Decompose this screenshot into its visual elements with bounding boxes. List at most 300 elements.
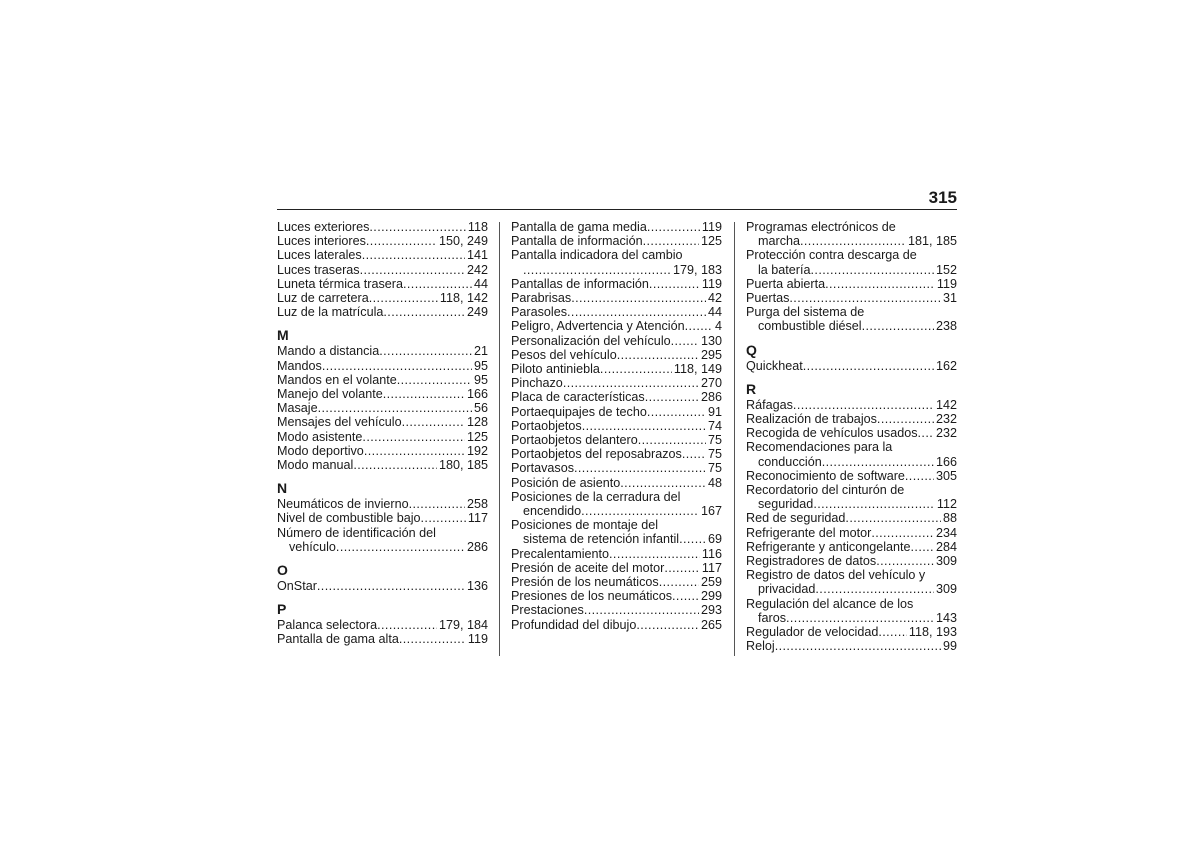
index-entry [746,540,957,554]
entry-label: Mandos en el volante [277,372,397,387]
entry-label: Reloj [746,639,775,654]
page-reference: 232 [935,426,957,441]
page-reference: 136 [466,579,488,594]
dot-leader [862,319,934,333]
dot-leader [366,234,437,248]
dot-leader [649,277,700,291]
page-reference: 238 [935,319,957,334]
entry-label: Pantalla de gama alta [277,632,399,647]
page-reference: 44 [707,305,722,320]
page-number: 315 [928,188,957,207]
index-entry [746,639,957,653]
entry-continuation-line [746,611,957,625]
index-entry [277,248,488,262]
dot-leader [918,426,934,440]
page-reference: 117 [467,511,488,526]
page-reference: 181, 185 [907,234,957,249]
entry-continuation-line [511,504,722,518]
entry-label: Luces traseras [277,262,360,277]
index-entry [277,263,488,277]
page-reference: 192 [466,443,488,458]
index-entry [511,603,722,617]
entry-label: Refrigerante y anticongelante [746,539,911,554]
dot-leader [800,234,906,248]
page-reference: 4 [714,319,722,334]
dot-leader [360,263,465,277]
entry-label-continuation: faros [758,610,786,625]
page-reference: 75 [707,447,722,462]
entry-label: Modo manual [277,458,354,473]
entry-continuation-line [277,540,488,554]
dot-leader [617,348,699,362]
index-entry [277,430,488,444]
entry-label-continuation: marcha [758,234,800,249]
dot-leader [369,291,438,305]
entry-label-continuation: combustible diésel [758,319,862,334]
page-reference: 95 [473,358,488,373]
entry-label: Registro de datos del vehículo y [746,568,926,583]
page-reference: 162 [935,358,957,373]
entry-label: Luz de la matrícula [277,305,384,320]
index-entry [746,359,957,373]
entry-label: Nivel de combustible bajo [277,511,421,526]
dot-leader [803,359,934,373]
entry-label: Portaobjetos del reposabrazos [511,447,682,462]
page-reference: 150, 249 [438,234,488,249]
dot-leader [582,419,706,433]
page-reference: 232 [935,412,957,427]
index-entry [511,405,722,419]
index-entry [511,277,722,291]
page-reference: 166 [935,454,957,469]
index-entry [511,362,722,376]
index-entry [277,618,488,632]
entry-continuation-line [746,497,957,511]
header-rule [277,209,957,210]
page-reference: 128 [466,415,488,430]
entry-label: Pesos del vehículo [511,347,617,362]
section-letter-m: M [277,327,289,344]
entry-label-continuation: conducción [758,454,822,469]
index-column-1 [277,220,488,647]
dot-leader [811,263,934,277]
index-entry [746,220,957,248]
dot-leader [645,390,699,404]
dot-leader [362,248,465,262]
page-reference: 119 [701,276,722,291]
page-reference: 130 [700,333,722,348]
page-reference: 119 [936,276,957,291]
entry-label: Protección contra descarga de [746,248,917,263]
index-entry [511,390,722,404]
page-reference: 21 [473,344,488,359]
index-entry [511,547,722,561]
dot-leader [399,632,466,646]
entry-label-continuation: privacidad [758,582,816,597]
dot-leader [878,625,907,639]
index-column-2 [511,220,722,632]
page-reference: 152 [935,262,957,277]
page-reference: 118, 149 [673,362,722,377]
page-reference: 142 [935,397,957,412]
page-reference: 119 [701,220,722,234]
entry-label: Regulador de velocidad [746,625,879,640]
page-reference: 141 [466,248,488,263]
entry-label: Modo asistente [277,429,363,444]
dot-leader [362,430,465,444]
dot-leader [815,582,934,596]
entry-label: Realización de trabajos [746,412,877,427]
entry-label: Posiciones de montaje del [511,518,659,533]
page-reference: 31 [942,291,957,306]
dot-leader [353,458,437,472]
index-entry [511,589,722,603]
page-reference: 44 [473,276,488,291]
index-entry [746,398,957,412]
page-reference: 299 [700,589,722,604]
index-entry [277,458,488,472]
dot-leader [609,547,700,561]
entry-label: Peligro, Advertencia y Atención [511,319,685,334]
entry-label: Puertas [746,291,790,306]
index-entry [746,554,957,568]
index-entry [746,511,957,525]
index-entry [746,483,957,511]
entry-label-continuation: seguridad [758,497,814,512]
entry-label: Puerta abierta [746,276,826,291]
entry-label: Prestaciones [511,603,584,618]
dot-leader [911,540,934,554]
entry-label: Profundidad del dibujo [511,617,637,632]
dot-leader [672,589,699,603]
index-entry [277,305,488,319]
entry-label: Quickheat [746,358,803,373]
dot-leader [584,603,699,617]
page-reference: 69 [707,532,722,547]
index-entry [511,376,722,390]
entry-label: Portaequipajes de techo [511,404,647,419]
dot-leader [403,277,472,291]
page-reference: 118, 193 [908,625,957,640]
page-reference: 112 [936,497,957,512]
dot-leader [402,415,465,429]
index-entry [511,575,722,589]
index-entry [511,419,722,433]
entry-label: Presiones de los neumáticos [511,589,673,604]
page-reference: 270 [700,376,722,391]
entry-label: Luz de carretera [277,291,369,306]
dot-leader [643,234,699,248]
entry-continuation-line [511,263,722,277]
index-entry [277,511,488,525]
index-entry [277,234,488,248]
dot-leader [620,476,706,490]
index-entry [511,618,722,632]
dot-leader [567,305,706,319]
section-letter-o: O [277,562,288,579]
entry-label: Recordatorio del cinturón de [746,483,905,498]
entry-label: Recomendaciones para la [746,440,893,455]
entry-label: Precalentamiento [511,546,610,561]
dot-leader [845,511,941,525]
entry-label: Reconocimiento de software [746,468,905,483]
dot-leader [905,469,934,483]
index-entry [746,526,957,540]
index-entry [746,625,957,639]
entry-label: Luces laterales [277,248,362,263]
page-reference: 91 [707,404,722,419]
entry-label: Manejo del volante [277,387,383,402]
entry-label: Modo deportivo [277,443,364,458]
index-entry [511,561,722,575]
entry-label: Parabrisas [511,291,572,306]
page-reference: 167 [700,504,722,519]
dot-leader [813,497,935,511]
page-reference: 95 [473,372,488,387]
index-entry [746,426,957,440]
index-entry [511,291,722,305]
page-reference: 286 [700,390,722,405]
index-entry [746,568,957,596]
entry-label: Palanca selectora [277,618,378,633]
page-reference: 74 [707,418,722,433]
section-letter-q: Q [746,341,757,358]
index-entry [277,291,488,305]
dot-leader [574,461,706,475]
dot-leader [636,618,699,632]
index-entry [511,248,722,276]
dot-leader [822,455,934,469]
dot-leader [364,444,465,458]
entry-continuation-line [746,582,957,596]
page-reference: 143 [935,610,957,625]
dot-leader [786,611,934,625]
index-entry [746,597,957,625]
page-reference: 75 [707,461,722,476]
page-reference: 305 [935,468,957,483]
column-divider [499,222,500,656]
entry-label: Mando a distancia [277,344,380,359]
page-reference: 259 [700,575,722,590]
dot-leader [409,497,465,511]
dot-leader [877,412,934,426]
index-entry [511,461,722,475]
index-entry [746,291,957,305]
entry-label: Luces interiores [277,234,366,249]
entry-label: Portavasos [511,461,574,476]
page-reference: 48 [707,475,722,490]
section-letter-r: R [746,380,757,397]
entry-label: Número de identificación del [277,525,436,540]
page-reference: 295 [700,347,722,362]
dot-leader [659,575,699,589]
dot-leader [377,618,437,632]
entry-label: Neumáticos de invierno [277,497,409,512]
page-reference: 99 [942,639,957,654]
dot-leader [383,305,465,319]
entry-label: Pantallas de información [511,276,649,291]
entry-label: Mensajes del vehículo [277,415,402,430]
page-reference: 125 [466,429,488,444]
entry-label: Placa de características [511,390,645,405]
index-entry [746,412,957,426]
page-reference: 119 [467,632,488,647]
index-entry [277,401,488,415]
index-entry [746,248,957,276]
page-reference: 309 [935,582,957,597]
page-reference: 234 [935,525,957,540]
page-reference: 117 [701,560,722,575]
column-divider [734,222,735,656]
page-reference: 284 [935,539,957,554]
entry-label: Red de seguridad [746,511,846,526]
page-reference: 179, 183 [672,262,722,277]
dot-leader [336,540,465,554]
dot-leader [397,373,472,387]
entry-label: Piloto antiniebla [511,362,600,377]
entry-label: Refrigerante del motor [746,525,872,540]
entry-continuation-line [746,455,957,469]
dot-leader [789,291,941,305]
entry-continuation-line [746,319,957,333]
page-reference: 88 [942,511,957,526]
entry-continuation-line [746,234,957,248]
index-entry [511,518,722,546]
index-entry [511,476,722,490]
index-entry [746,277,957,291]
index-entry [277,444,488,458]
index-entry [511,220,722,234]
page-reference: 249 [466,305,488,320]
index-entry [277,579,488,593]
entry-label: Mandos [277,358,322,373]
entry-label: Programas electrónicos de [746,220,896,234]
dot-leader [318,401,472,415]
page-reference: 56 [473,401,488,416]
entry-label: Registradores de datos [746,554,877,569]
index-entry [277,359,488,373]
page-reference: 75 [707,433,722,448]
entry-label-continuation: sistema de retención infantil [523,532,680,547]
index-entry [277,526,488,554]
section-letter-p: P [277,601,287,618]
index-entry [511,490,722,518]
index-entry [277,220,488,234]
entry-label: Luneta térmica trasera [277,276,403,291]
dot-leader [322,359,472,373]
index-entry [277,344,488,358]
page-reference: 125 [700,234,722,249]
index-entry [511,234,722,248]
entry-label: Pinchazo [511,376,563,391]
entry-label-continuation: la batería [758,262,811,277]
page-reference: 166 [466,387,488,402]
index-entry [511,319,722,333]
index-entry [511,447,722,461]
index-column-3 [746,220,957,653]
index-entry [746,469,957,483]
index-entry [277,387,488,401]
entry-label: Parasoles [511,305,568,320]
dot-leader [379,344,472,358]
page-reference: 258 [466,497,488,512]
index-entry [277,632,488,646]
dot-leader [679,532,706,546]
page-reference: 265 [700,617,722,632]
entry-label: Presión de aceite del motor [511,560,665,575]
index-entry [746,440,957,468]
dot-leader [682,447,706,461]
entry-continuation-line [511,532,722,546]
entry-label: Luces exteriores [277,220,370,234]
dot-leader [571,291,706,305]
page-reference: 42 [707,291,722,306]
entry-label: Portaobjetos delantero [511,433,638,448]
entry-label: Pantalla de gama media [511,220,647,234]
dot-leader [317,579,465,593]
dot-leader [685,319,713,333]
page-reference: 118, 142 [439,291,488,306]
dot-leader [647,405,706,419]
index-entry [511,305,722,319]
entry-label: Posición de asiento [511,475,621,490]
dot-leader [600,362,672,376]
entry-label-continuation: encendido [523,504,582,519]
entry-label: Purga del sistema de [746,305,865,320]
page-reference: 286 [466,539,488,554]
dot-leader [793,398,934,412]
dot-leader [876,554,934,568]
entry-label-continuation: vehículo [289,539,336,554]
index-entry [511,348,722,362]
page-reference: 309 [935,554,957,569]
page-reference: 180, 185 [438,458,488,473]
entry-label: Personalización del vehículo [511,333,671,348]
index-entry [746,305,957,333]
page-reference: 118 [467,220,488,234]
index-entry [277,277,488,291]
dot-leader [369,220,466,234]
dot-leader [825,277,935,291]
dot-leader [664,561,700,575]
dot-leader [671,334,699,348]
index-entry [277,373,488,387]
page-reference: 293 [700,603,722,618]
index-entry [277,415,488,429]
dot-leader [638,433,706,447]
dot-leader [581,504,699,518]
page-reference: 179, 184 [438,618,488,633]
dot-leader [563,376,699,390]
entry-label: Masaje [277,401,318,416]
dot-leader [383,387,465,401]
index-entry [511,334,722,348]
section-letter-n: N [277,480,288,497]
entry-label: Pantalla indicadora del cambio [511,248,683,263]
entry-continuation-line [746,263,957,277]
entry-label: Ráfagas [746,397,793,412]
dot-leader [775,639,941,653]
entry-label: OnStar [277,579,317,594]
entry-label: Presión de los neumáticos [511,575,659,590]
dot-leader [871,526,934,540]
index-entry [277,497,488,511]
dot-leader [647,220,700,234]
page-reference: 116 [701,546,722,561]
dot-leader [421,511,466,525]
entry-label: Pantalla de información [511,234,643,249]
entry-label: Recogida de vehículos usados [746,426,918,441]
